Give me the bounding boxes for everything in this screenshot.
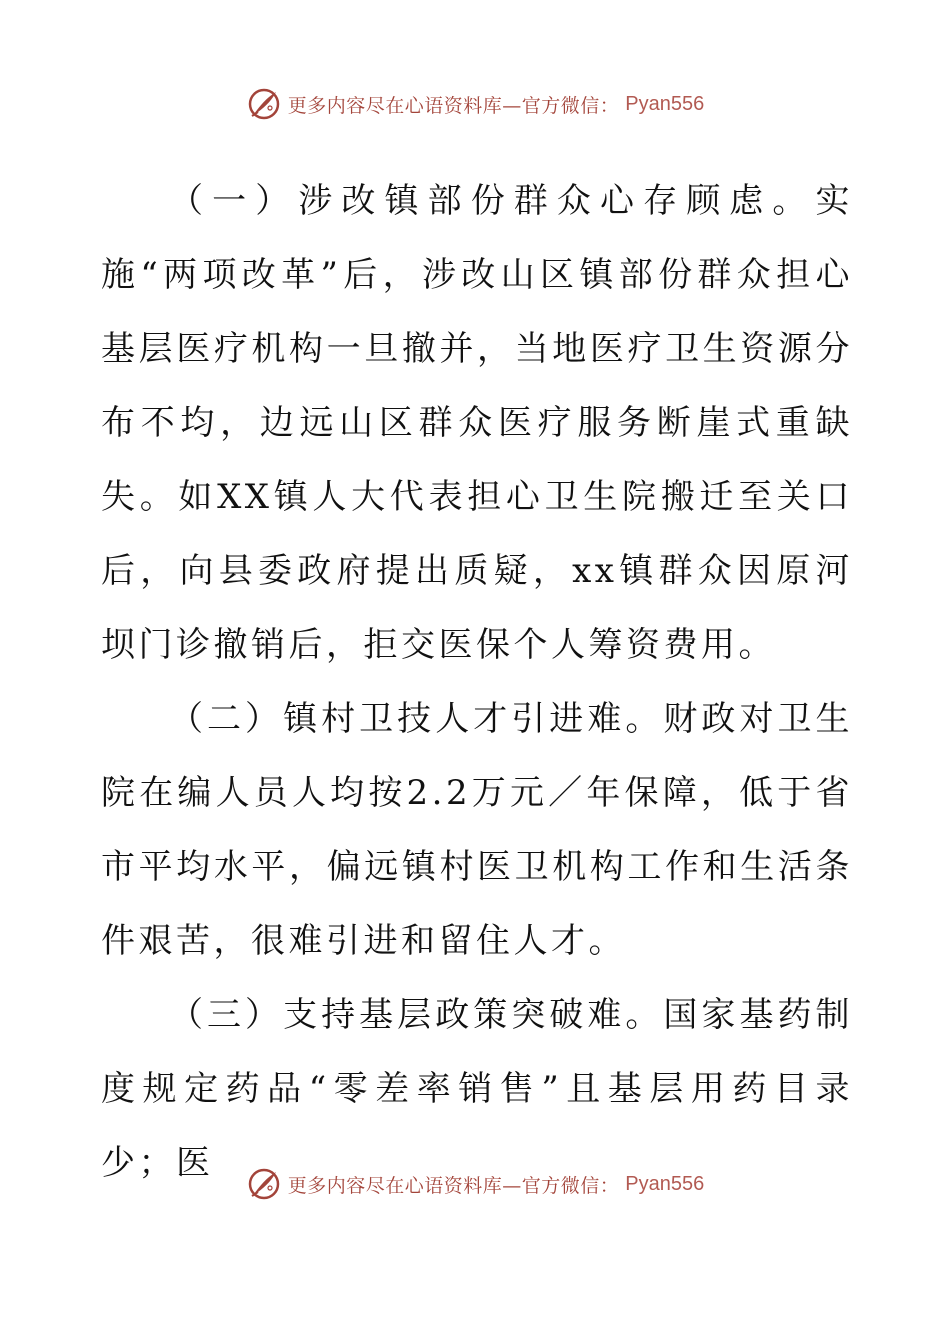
banner-wechat-id: Pyan556	[625, 92, 705, 115]
quill-pen-logo-icon	[246, 1166, 282, 1202]
document-body	[101, 164, 853, 1200]
paragraph-2: （二）镇村卫技人才引进难。财政对卫生院在编人员人均按2.2万元／年保障，低于省市平均水平，偏远镇村医卫机构工作和生活条件艰苦，很难引进和留住人才。	[101, 699, 853, 961]
paragraph-1: （一）涉改镇部份群众心存顾虑。实施“两项改革”后，涉改山区镇部份群众担心基层医疗机构一旦撤并，当地医疗卫生资源分布不均，边远山区群众医疗服务断崖式重缺失。如XX镇人大代表担心卫生院搬迁至关口后，向县委政府提出质疑，xx镇群众因原河坝门诊撤销后，拒交医保个人筹资费用。	[101, 181, 853, 665]
paragraph-3: （三）支持基层政策突破难。国家基药制度规定药品“零差率销售”且基层用药目录少；医	[101, 995, 853, 1183]
quill-pen-logo-icon	[246, 86, 282, 122]
banner-wechat-id: Pyan556	[625, 1172, 705, 1195]
footer-watermark-banner	[0, 1162, 950, 1206]
header-watermark-banner	[0, 82, 950, 126]
banner-text: 更多内容尽在心语资料库—官方微信：	[287, 94, 620, 117]
banner-text: 更多内容尽在心语资料库—官方微信：	[287, 1174, 620, 1197]
